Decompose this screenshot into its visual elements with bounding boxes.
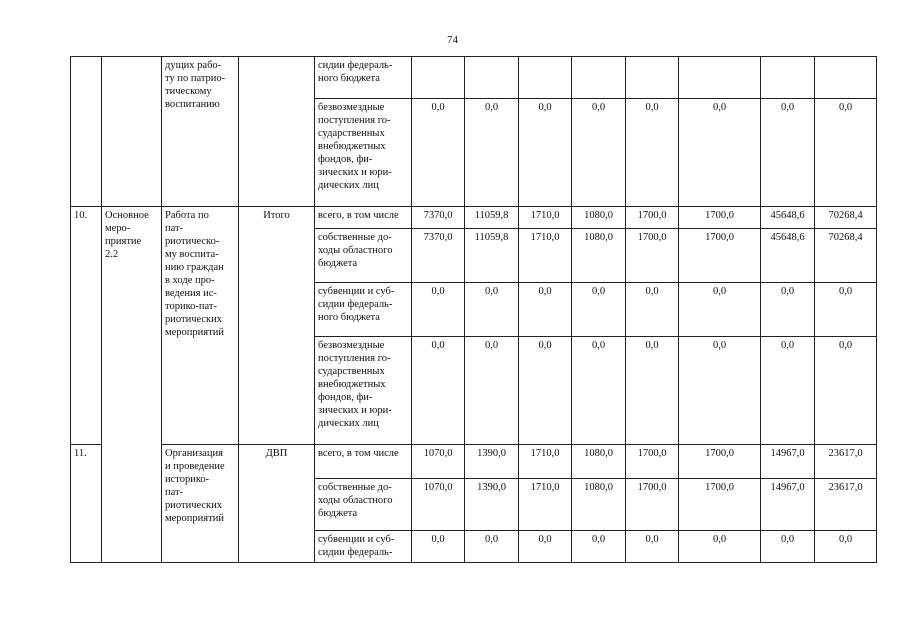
cell-value: 0,0 (572, 99, 626, 207)
cell-value: 0,0 (465, 531, 519, 563)
cell-value: 1390,0 (465, 479, 519, 531)
cell-value (572, 57, 626, 99)
cell-value: 0,0 (679, 337, 761, 445)
table-row (71, 207, 877, 229)
cell-value: 1070,0 (412, 445, 465, 479)
cell-value: 0,0 (519, 337, 572, 445)
cell-value: 1700,0 (626, 229, 679, 283)
cell-value: 0,0 (626, 99, 679, 207)
cell-value: 11059,8 (465, 229, 519, 283)
cell-value: 0,0 (519, 99, 572, 207)
cell-value: 70268,4 (815, 207, 877, 229)
cell-value: 0,0 (465, 283, 519, 337)
cell-name (102, 57, 162, 207)
cell-value: 1710,0 (519, 207, 572, 229)
cell-value: 14967,0 (761, 479, 815, 531)
cell-value (465, 57, 519, 99)
cell-value: 0,0 (761, 531, 815, 563)
cell-value: 1080,0 (572, 479, 626, 531)
cell-value: 0,0 (519, 283, 572, 337)
cell-funding-source: всего, в том числе (315, 445, 412, 479)
cell-value: 1700,0 (679, 229, 761, 283)
cell-value (519, 57, 572, 99)
cell-value (626, 57, 679, 99)
cell-value: 1700,0 (679, 479, 761, 531)
cell-value: 7370,0 (412, 207, 465, 229)
cell-value: 0,0 (519, 531, 572, 563)
cell-work: дущих рабо- ту по патрио- тическому воспитанию (162, 57, 239, 207)
table-row (71, 445, 877, 479)
cell-no (71, 57, 102, 207)
cell-value: 1700,0 (626, 445, 679, 479)
cell-exec (239, 57, 315, 207)
cell-value: 1080,0 (572, 229, 626, 283)
cell-funding-source: субвенции и суб- сидии федераль- ного бюджета (315, 283, 412, 337)
cell-value: 0,0 (626, 531, 679, 563)
cell-value (412, 57, 465, 99)
page-number: 74 (447, 34, 458, 46)
cell-value: 0,0 (412, 337, 465, 445)
cell-funding-source: субвенции и суб- сидии федераль- (315, 531, 412, 563)
cell-no: 11. (71, 445, 102, 563)
cell-value: 11059,8 (465, 207, 519, 229)
cell-funding-source: собственные до- ходы областного бюджета (315, 229, 412, 283)
cell-value: 0,0 (679, 283, 761, 337)
cell-value: 0,0 (815, 531, 877, 563)
cell-value: 0,0 (465, 337, 519, 445)
cell-value: 7370,0 (412, 229, 465, 283)
cell-work: Работа по пат- риотическо- му воспита- нию граждан в ходе про- ведения ис- торико-пат- риотических мероприятий (162, 207, 239, 445)
cell-value: 70268,4 (815, 229, 877, 283)
cell-exec: Итого (239, 207, 315, 445)
cell-exec: ДВП (239, 445, 315, 563)
cell-value (679, 57, 761, 99)
cell-value: 1700,0 (679, 207, 761, 229)
cell-value: 0,0 (572, 337, 626, 445)
cell-value: 0,0 (626, 337, 679, 445)
cell-value: 23617,0 (815, 445, 877, 479)
cell-funding-source: всего, в том числе (315, 207, 412, 229)
cell-value: 1390,0 (465, 445, 519, 479)
cell-name: Основное меро- приятие 2.2 (102, 207, 162, 563)
cell-value: 0,0 (679, 99, 761, 207)
cell-value: 45648,6 (761, 207, 815, 229)
cell-value: 1080,0 (572, 445, 626, 479)
cell-value: 0,0 (465, 99, 519, 207)
cell-value: 0,0 (815, 99, 877, 207)
cell-value: 0,0 (679, 531, 761, 563)
cell-value: 0,0 (761, 99, 815, 207)
cell-work: Организация и проведение историко- пат- риотических мероприятий (162, 445, 239, 563)
cell-value: 1700,0 (626, 479, 679, 531)
cell-value: 1070,0 (412, 479, 465, 531)
cell-value: 0,0 (412, 99, 465, 207)
cell-value: 0,0 (815, 337, 877, 445)
cell-value: 0,0 (572, 283, 626, 337)
cell-value: 0,0 (626, 283, 679, 337)
cell-value (815, 57, 877, 99)
cell-value: 1080,0 (572, 207, 626, 229)
cell-funding-source: безвозмездные поступления го- сударственных внебюджетных фондов, фи- зических и юри- дических лиц (315, 337, 412, 445)
cell-value: 1710,0 (519, 479, 572, 531)
cell-value: 0,0 (761, 337, 815, 445)
cell-value: 23617,0 (815, 479, 877, 531)
cell-value: 1700,0 (626, 207, 679, 229)
cell-value: 0,0 (572, 531, 626, 563)
cell-funding-source: безвозмездные поступления го- сударственных внебюджетных фондов, фи- зических и юри- дических лиц (315, 99, 412, 207)
cell-value: 1710,0 (519, 229, 572, 283)
budget-table (70, 56, 877, 563)
cell-value: 0,0 (412, 283, 465, 337)
cell-funding-source: сидии федераль- ного бюджета (315, 57, 412, 99)
cell-funding-source: собственные до- ходы областного бюджета (315, 479, 412, 531)
cell-value: 1710,0 (519, 445, 572, 479)
cell-value: 0,0 (761, 283, 815, 337)
cell-value: 0,0 (412, 531, 465, 563)
cell-value (761, 57, 815, 99)
cell-value: 0,0 (815, 283, 877, 337)
cell-value: 14967,0 (761, 445, 815, 479)
cell-value: 45648,6 (761, 229, 815, 283)
cell-value: 1700,0 (679, 445, 761, 479)
cell-no: 10. (71, 207, 102, 445)
table-row (71, 57, 877, 99)
